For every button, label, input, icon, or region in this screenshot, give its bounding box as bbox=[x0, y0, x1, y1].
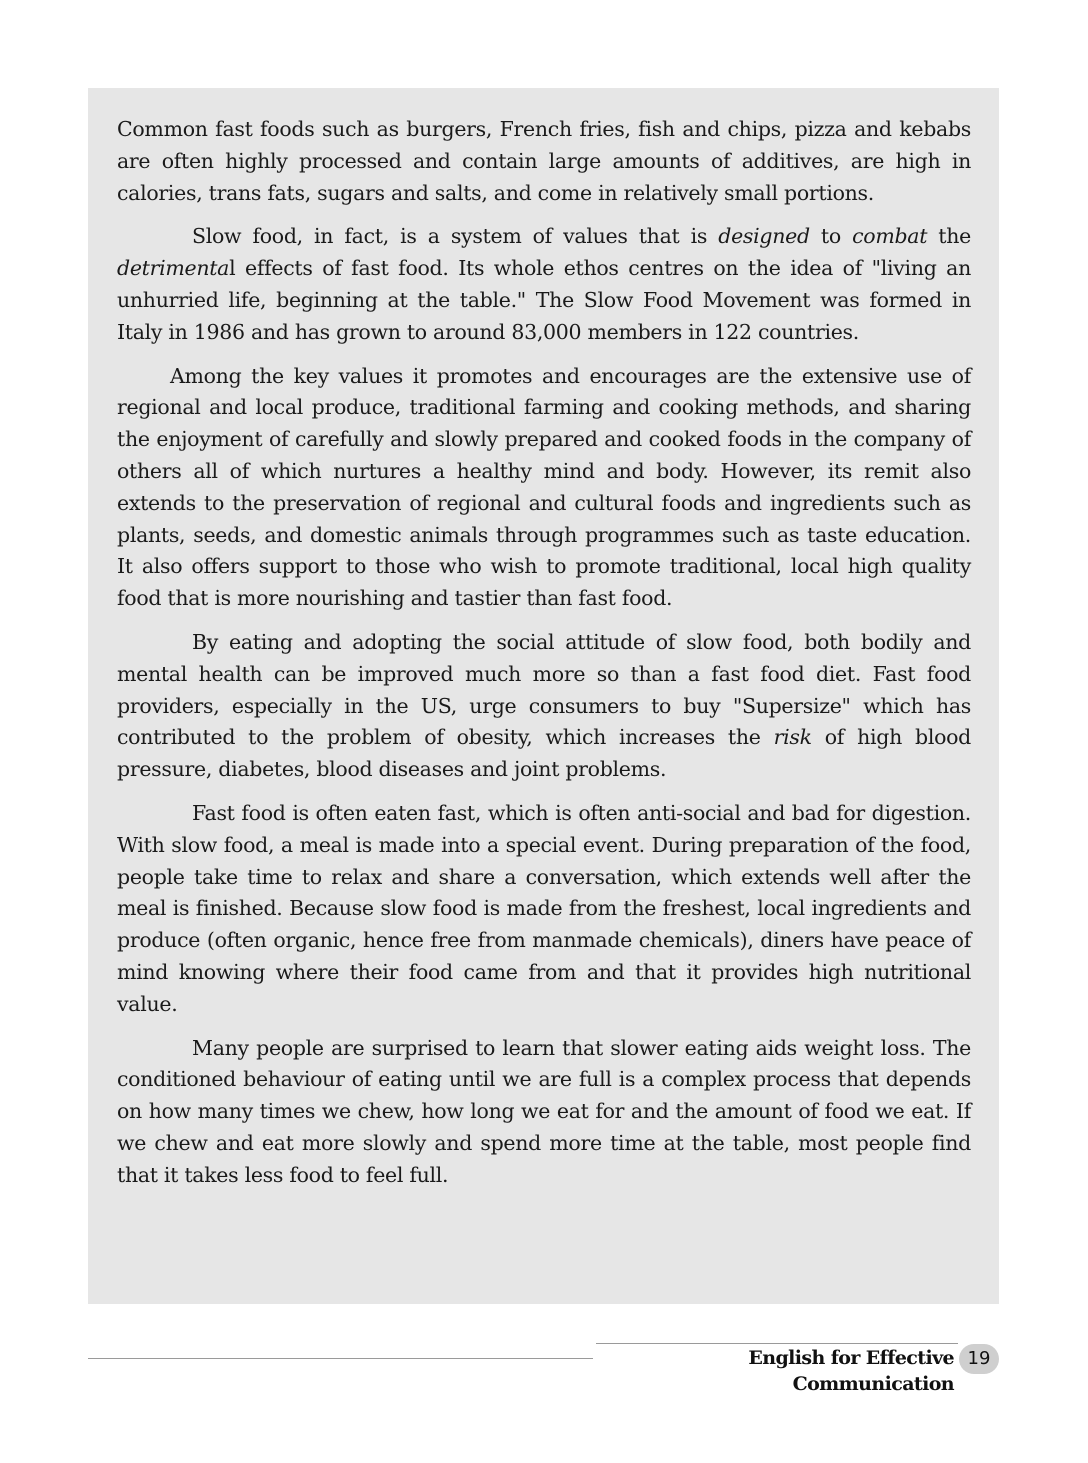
paragraph-text: l effects of fast food. Its whole ethos centres on the idea of "living an unhurried life, beginning at the table." The Slow Food Movement was formed in Italy in 1986 and has grown to around 83,000 members in 122 countries. bbox=[117, 256, 971, 344]
paragraph-slow-food-values bbox=[117, 221, 971, 348]
paragraph-text: By eating and adopting the social attitude of slow food, both bodily and mental health can be improved much more so than a fast food diet. Fast food providers, especially in the US, urge consumers to buy "Supersize" which has contributed to the problem of obesity, which increases the bbox=[117, 629, 971, 750]
footer-divider bbox=[88, 1358, 593, 1359]
paragraph-text: Slow food, in fact, is a system of values that is bbox=[192, 224, 719, 249]
footer-book-title: English for Effective Communication bbox=[748, 1347, 954, 1395]
paragraph-text: of high blood pressure, diabetes, blood diseases and joint problems. bbox=[117, 725, 971, 782]
emphasis-combat: combat bbox=[852, 224, 928, 249]
paragraph-weight-loss: Many people are surprised to learn that slower eating aids weight loss. The conditioned behaviour of eating until we are full is a complex process that depends on how many times we chew, how long we eat for and the amount of food we eat. If we chew and eat more slowly and spend more time at the table, most people find that it takes less food to feel full. bbox=[117, 1035, 971, 1187]
paragraph-health bbox=[117, 627, 971, 786]
emphasis-detrimental: detrimenta bbox=[117, 256, 230, 281]
page-number-badge: 19 bbox=[959, 1344, 999, 1374]
paragraph-eaten-fast: Fast food is often eaten fast, which is often anti-social and bad for digestion. With slow food, a meal is made into a special event. During preparation of the food, people take time to relax and share a conversation, which extends well after the meal is finished. Because slow food is made from the freshest, local ingredients and produce (often organic, hence free from manmade chemicals), diners have peace of mind knowing where their food came from and that it provides high nutritional value. bbox=[117, 800, 971, 1016]
emphasis-risk: risk bbox=[773, 725, 812, 750]
paragraph-text: to bbox=[809, 224, 853, 249]
paragraph-key-values: Among the key values it promotes and encourages are the extensive use of regional and local produce, traditional farming and cooking methods, and sharing the enjoyment of carefully and slowly prepared and cooked foods in the company of others all of which nurtures a healthy mind and body. However, its remit also extends to the preservation of regional and cultural foods and ingredients such as plants, seeds, and domestic animals through programmes such as taste education. It also offers support to those who wish to promote traditional, local high quality food that is more nourishing and tastier than fast food. bbox=[117, 363, 971, 611]
paragraph-text: the bbox=[927, 224, 971, 249]
emphasis-designed: designed bbox=[718, 224, 810, 249]
paragraph-fast-foods: Common fast foods such as burgers, French fries, fish and chips, pizza and kebabs are often highly processed and contain large amounts of additives, are high in calories, trans fats, sugars and salts, and come in relatively small portions. bbox=[117, 117, 971, 205]
content-panel bbox=[88, 88, 999, 1304]
footer-title-rule bbox=[596, 1343, 958, 1344]
